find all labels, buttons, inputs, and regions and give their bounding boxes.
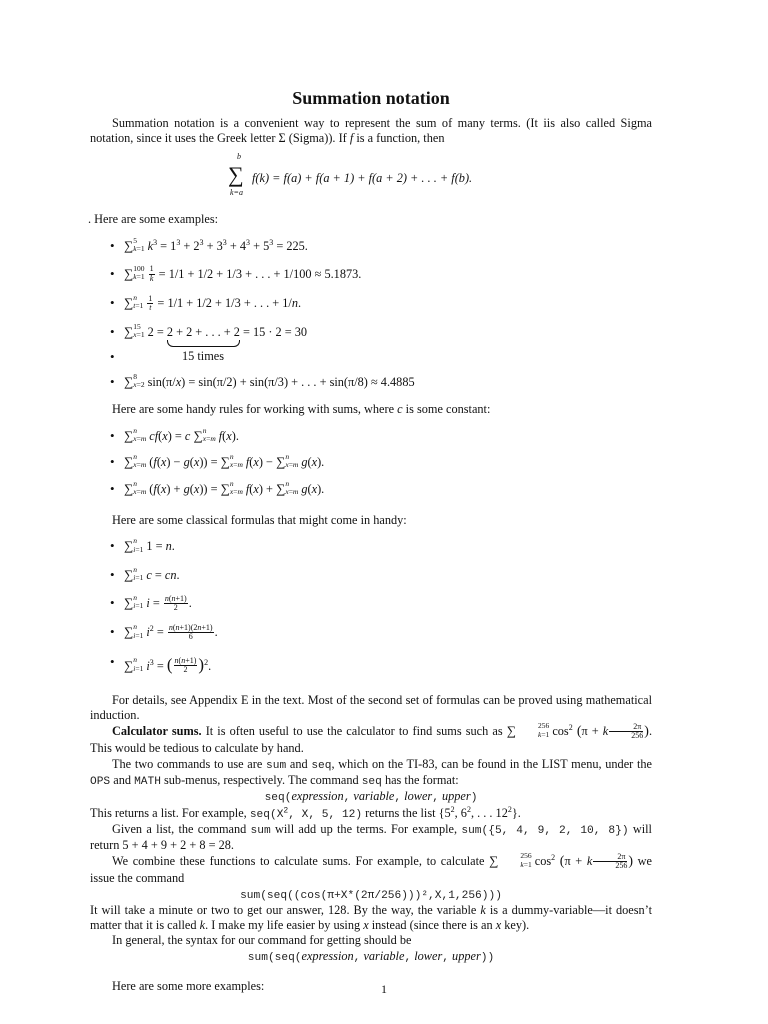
list-item: • ∑ n x=m (f(x) + g(x)) = ∑ n x=m f(x) + ∑ n x=m g(x). bbox=[90, 481, 652, 498]
list-item: • ∑ 15 x=1 2 = 2 + 2 + . . . + 2 = 15 · 2 = 30 bbox=[90, 324, 652, 346]
page-title: Summation notation bbox=[292, 88, 450, 108]
list-item: • ∑ 8 x=2 sin(π/x) = sin(π/2) + sin(π/3) + . . . + sin(π/8) ≈ 4.4885 bbox=[90, 374, 652, 391]
commands-paragraph: The two commands to use are sum and seq, which on the TI-83, can be found in the LIST menu, under the OPS and MATH sub-menus, respectively. The command seq has the format: bbox=[90, 756, 652, 788]
given-list-paragraph: Given a list, the command sum will add up the terms. For example, sum({5, 4, 9, 2, 10, 8}) will return 5 + 4 + 9 + 2 + 8 = 28. bbox=[90, 821, 652, 852]
list-item: • ∑ 100 k=1 $\frac{1}{k}$ = 1/1 + 1/2 + 1/3 + . . . + 1/100 ≈ 5.1873. bbox=[90, 266, 652, 284]
formulas-list bbox=[90, 538, 652, 675]
list-item: • ∑ n i=1 $i^3$ = ( $\frac{n(n+1)}{2}$ )$^2$. bbox=[90, 654, 652, 676]
list-item: • ∑ n i=1 c = cn. bbox=[90, 567, 652, 584]
display-lower-limit: k=a bbox=[230, 188, 243, 198]
display-sigma: ∑ bbox=[228, 162, 244, 188]
display-rhs: f(k) = f(a) + f(a + 1) + f(a + 2) + . . . + f(b). bbox=[252, 171, 473, 186]
display-upper-limit: b bbox=[237, 152, 241, 162]
document-page bbox=[90, 88, 652, 994]
display-formula bbox=[90, 152, 652, 208]
examples-list bbox=[90, 235, 652, 392]
brace-label: • 15 times bbox=[90, 349, 316, 364]
general-paragraph: In general, the syntax for our command for getting should be bbox=[112, 933, 412, 948]
list-item: • ∑ n i=1 1 = n. bbox=[90, 538, 652, 555]
formulas-lead: Here are some classical formulas that might come in handy: bbox=[112, 513, 407, 528]
list-item: • ∑ 5 k=1 $k^3 = 1^3 + 2^3 + 3^3 + 4^3 + 5^3 = 225$. bbox=[90, 238, 652, 256]
combine-paragraph: We combine these functions to calculate sums. For example, to calculate ∑ 256 k=1 $\cos^2 (\pi + k$ $\frac{2\pi}{256}$ ) we issue the command bbox=[90, 851, 652, 886]
seq-format: seq(expression, variable, lower, upper) bbox=[264, 788, 478, 804]
rules-list bbox=[90, 425, 652, 498]
examples-lead: . Here are some examples: bbox=[88, 212, 219, 227]
minute-paragraph: It will take a minute or two to get our answer, 128. By the way, the variable k is a dummy-variable—it doesn’t matter that it is called k. I make my life easier by using x instead (since there is an x key). bbox=[90, 902, 652, 933]
underbrace: 2 + 2 + . . . + 2 bbox=[167, 325, 240, 346]
rules-lead: Here are some handy rules for working with sums, where c is some constant: bbox=[112, 402, 491, 417]
calculator-paragraph: Calculator sums. It is often useful to use the calculator to find sums such as ∑ 256 k=1 $\cos^2 (\pi + k$ $\frac{2\pi}{256}$ ). This would be tedious to calculate by hand. bbox=[90, 721, 653, 756]
list-item: • ∑ n x=m (f(x) − g(x)) = ∑ n x=m f(x) − ∑ n x=m g(x). bbox=[90, 454, 652, 471]
returns-list-paragraph: This returns a list. For example, $seq(X^2$, X, 5, 12) returns the list {$5^2$, $6^2$, . . . $12^2$}. bbox=[90, 804, 521, 821]
more-examples-lead: Here are some more examples: bbox=[112, 978, 265, 993]
list-item: • ∑ n t=1 $\frac{1}{t}$ = 1/1 + 1/2 + 1/3 + . . . + 1/n. bbox=[90, 295, 652, 313]
list-item: • ∑ n i=1 i = $\frac{n(n+1)}{2}$ . bbox=[90, 595, 652, 613]
intro-paragraph: Summation notation is a convenient way to represent the sum of many terms. (It iis also called Sigma notation, since it uses the Greek letter Σ (Sigma)). If f is a function, then bbox=[90, 115, 652, 145]
calculator-heading: Calculator sums. bbox=[112, 724, 202, 739]
list-item: • ∑ n i=1 $i^2$ = $\frac{n(n+1)(2n+1)}{6}$ . bbox=[90, 624, 652, 642]
page-number: 1 bbox=[381, 982, 387, 996]
general-syntax: sum(seq(expression, variable, lower, upper)) bbox=[247, 948, 495, 964]
list-item: • ∑ n x=m cf(x) = c ∑ n x=m f(x). bbox=[90, 428, 652, 445]
command-code: sum(seq((cos(π+X*(2π/256)))²,X,1,256))) bbox=[240, 889, 502, 902]
command-line bbox=[90, 887, 652, 903]
details-paragraph: For details, see Appendix E in the text. Most of the second set of formulas can be proved using mathematical induction. bbox=[90, 692, 652, 722]
